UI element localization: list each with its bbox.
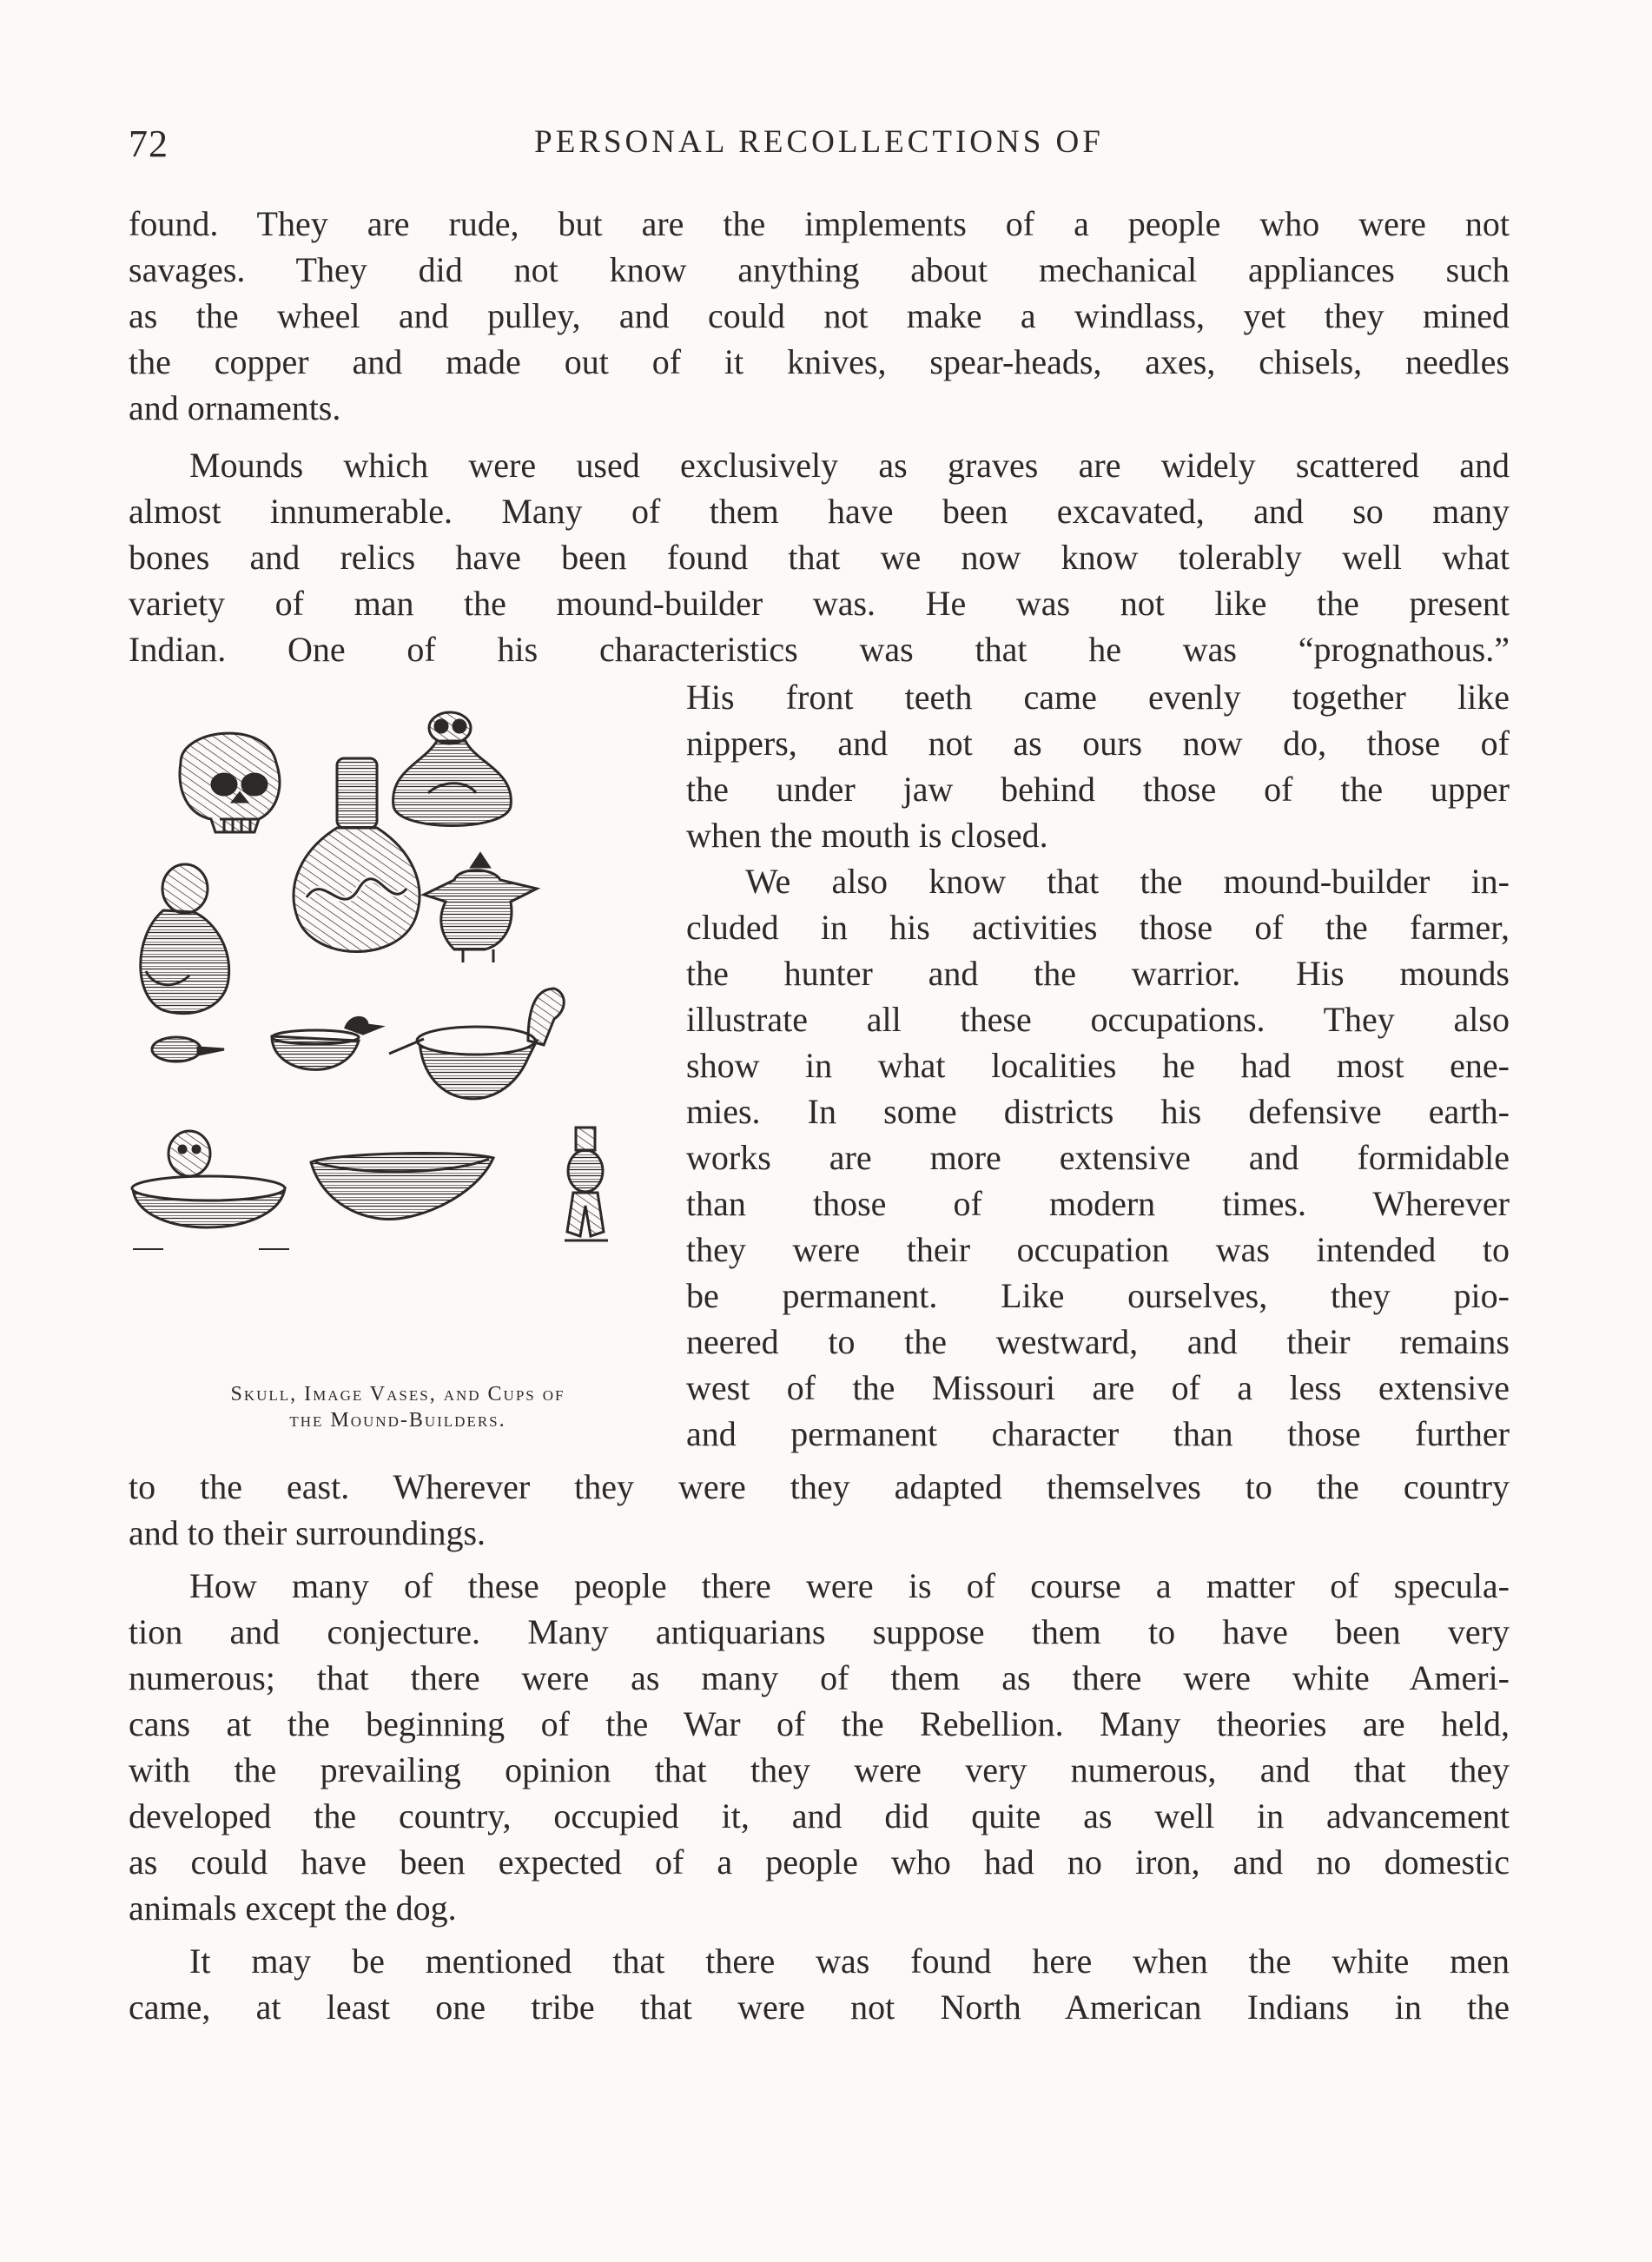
head-bowl-illustration bbox=[132, 1131, 289, 1249]
text-line: works are more extensive and formidable bbox=[686, 1138, 1510, 1177]
text-line: show in what localities he had most ene- bbox=[686, 1046, 1510, 1085]
text-line: they were their occupation was intended to bbox=[686, 1230, 1510, 1269]
text-line: cans at the beginning of the War of the Rebellion. Many theories are held, bbox=[129, 1704, 1510, 1743]
text-line: with the prevailing opinion that they were very numerous, and that they bbox=[129, 1750, 1510, 1789]
text-line: as could have been expected of a people who had no iron, and no domestic bbox=[129, 1842, 1510, 1882]
page-header bbox=[129, 122, 1510, 174]
owl-vase-illustration bbox=[393, 712, 512, 826]
text-line: variety of man the mound-builder was. He was not like the present bbox=[129, 584, 1510, 623]
text-line: nippers, and not as ours now do, those of bbox=[686, 724, 1510, 763]
ladle-cup-illustration bbox=[152, 1037, 224, 1062]
text-line: and to their surroundings. bbox=[129, 1513, 486, 1552]
text-line: found. They are rude, but are the implements of a people who were not bbox=[129, 204, 1510, 243]
text-line: neered to the westward, and their remains bbox=[686, 1322, 1510, 1361]
caption-line: Skull, Image Vases, and Cups of bbox=[230, 1383, 565, 1405]
large-bird-bowl-illustration bbox=[389, 989, 564, 1099]
text-line: and permanent character than those further bbox=[686, 1414, 1510, 1453]
text-line: Indian. One of his characteristics was that he was “prognathous.” bbox=[129, 630, 1510, 669]
skull-illustration bbox=[180, 733, 280, 832]
text-line: It may be mentioned that there was found here when the white men bbox=[189, 1941, 1510, 1981]
text-line: His front teeth came evenly together like bbox=[686, 678, 1510, 717]
standing-figure-illustration bbox=[565, 1128, 608, 1240]
text-line: the hunter and the warrior. His mounds bbox=[686, 954, 1510, 993]
text-line: illustrate all these occupations. They also bbox=[686, 1000, 1510, 1039]
text-line: the under jaw behind those of the upper bbox=[686, 770, 1510, 809]
text-line: to the east. Wherever they were they adapted themselves to the country bbox=[129, 1467, 1510, 1506]
text-line: as the wheel and pulley, and could not make a windlass, yet they mined bbox=[129, 296, 1510, 335]
animal-effigy-vase-illustration bbox=[424, 854, 537, 962]
text-line: be permanent. Like ourselves, they pio- bbox=[686, 1276, 1510, 1315]
bird-bowl-illustration bbox=[272, 1017, 380, 1069]
text-line: We also know that the mound-builder in- bbox=[745, 862, 1510, 901]
figure-caption bbox=[129, 1381, 667, 1433]
seated-figure-vase-illustration bbox=[141, 864, 229, 1014]
caption-line: the Mound-Builders. bbox=[289, 1409, 506, 1432]
shallow-bowl-illustration bbox=[311, 1154, 493, 1220]
text-line: came, at least one tribe that were not North American Indians in the bbox=[129, 1988, 1510, 2027]
text-line: the copper and made out of it knives, spear-heads, axes, chisels, needles bbox=[129, 342, 1510, 381]
running-head: PERSONAL RECOLLECTIONS OF bbox=[534, 124, 1104, 160]
text-line: west of the Missouri are of a less extensive bbox=[686, 1368, 1510, 1407]
text-line: savages. They did not know anything about mechanical appliances such bbox=[129, 250, 1510, 289]
text-line: Mounds which were used exclusively as graves are widely scattered and bbox=[189, 446, 1510, 485]
text-line: when the mouth is closed. bbox=[686, 816, 1048, 855]
text-line: mies. In some districts his defensive earth- bbox=[686, 1092, 1510, 1131]
text-line: bones and relics have been found that we now know tolerably well what bbox=[129, 538, 1510, 577]
mound-builder-artifacts-figure bbox=[129, 711, 658, 1405]
text-line: numerous; that there were as many of them as there were white Ameri- bbox=[129, 1658, 1510, 1697]
text-line: developed the country, occupied it, and did quite as well in advancement bbox=[129, 1796, 1510, 1835]
text-line: How many of these people there were is of course a matter of specula- bbox=[189, 1566, 1510, 1605]
text-line: and ornaments. bbox=[129, 388, 341, 427]
text-line: animals except the dog. bbox=[129, 1888, 457, 1928]
page-number: 72 bbox=[129, 122, 169, 165]
text-line: than those of modern times. Wherever bbox=[686, 1184, 1510, 1223]
text-line: tion and conjecture. Many antiquarians suppose them to have been very bbox=[129, 1612, 1510, 1651]
text-line: almost innumerable. Many of them have been excavated, and so many bbox=[129, 492, 1510, 531]
text-line: cluded in his activities those of the farmer, bbox=[686, 908, 1510, 947]
